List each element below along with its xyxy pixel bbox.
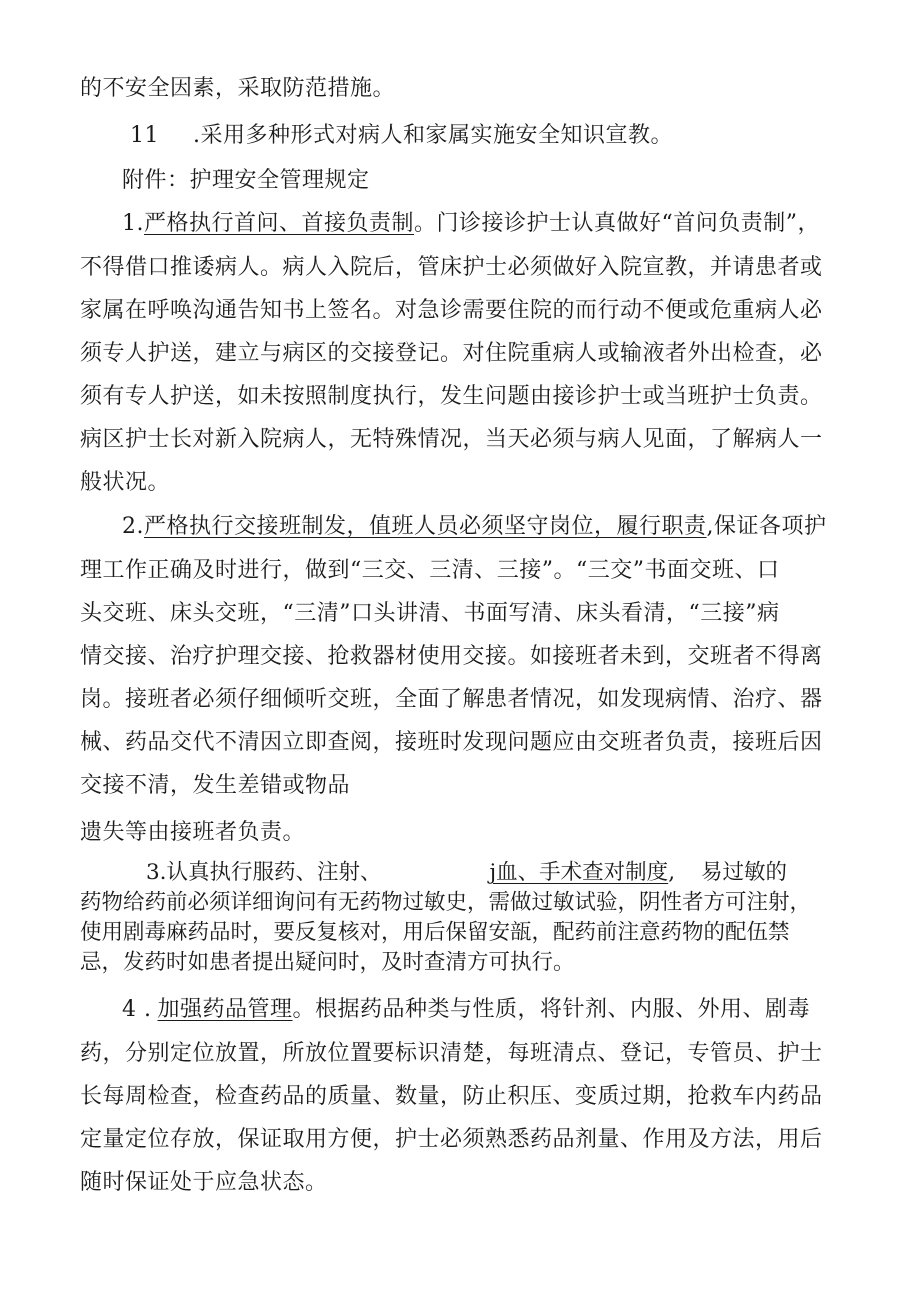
text-line: [80, 771, 850, 801]
heading-text: 附件：护理安全管理规定: [122, 168, 370, 193]
line-text: 药物给药前必须详细询问有无药物过敏史，需做过敏试验，阴性者方可注射，: [80, 890, 812, 915]
line-text: 的不安全因素，采取防范措施。: [80, 76, 396, 101]
line-text: 3.认真执行服药、注射、: [146, 860, 382, 885]
text-line: [80, 425, 850, 455]
text-line: [80, 339, 850, 369]
text-line: [80, 818, 850, 848]
line-text: 交接不清，发生差错或物品: [80, 773, 351, 798]
line-text: 易过敏的: [701, 860, 788, 885]
line-text: 须有专人护送，如未按照制度执行，发生问题由接诊护士或当班护士负责。: [80, 384, 823, 409]
line-text: 须专人护送，建立与病区的交接登记。对住院重病人或输液者外出检查，必: [80, 341, 823, 366]
text-line: [80, 642, 850, 672]
line-text: 般状况。: [80, 470, 171, 495]
line-text: 。门诊接诊护士认真做好“首问负责制”，: [414, 211, 821, 236]
line-text: 。根据药品种类与性质，将针剂、内服、外用、剧毒: [292, 997, 811, 1022]
line-text: 使用剧毒麻药品时，要反复核对，用后保留安瓿，配药前注意药物的配伍禁: [80, 920, 790, 945]
text-line: [80, 468, 850, 498]
line-text: 忌，发药时如患者提出疑问时，及时查清方可执行。: [80, 950, 575, 975]
text-line: [80, 728, 850, 758]
section-4-first-line: [122, 995, 892, 1025]
line-text: 岗。接班者必须仔细倾听交班，全面了解患者情况，如发现病情、治疗、器: [80, 687, 823, 712]
line-text: 长每周检查，检查药品的质量、数量，防止积压、变质过期，抢救车内药品: [80, 1084, 823, 1109]
line-text: 病区护士长对新入院病人，无特殊情况，当天必须与病人见面，了解病人一: [80, 427, 823, 452]
text-line: [80, 599, 850, 629]
line-text: ,保证各项护: [706, 514, 827, 539]
text-line: [80, 296, 850, 326]
line-text: 不得借口推诿病人。病人入院后，管床护士必须做好入院宣教，并请患者或: [80, 255, 823, 280]
line-text: 遗失等由接班者负责。: [80, 820, 306, 845]
text-line: [80, 1082, 850, 1112]
attachment-heading: [122, 166, 892, 196]
section-number: 1.: [122, 211, 144, 236]
line-text: 理工作正确及时进行，做到“三交、三清、三接”。“三交”书面交班、口: [80, 558, 780, 583]
section-number: 2.: [122, 514, 144, 539]
text-line: [80, 74, 850, 104]
section-2-first-line: [122, 512, 892, 542]
text-line: [80, 685, 850, 715]
text-line: [80, 1168, 850, 1198]
section-title-underlined: j血、手术查对制度: [489, 860, 669, 885]
item-number: 11: [130, 123, 159, 148]
text-line: [80, 888, 850, 918]
line-text: 药，分别定位放置，所放位置要标识清楚，每班清点、登记，专管员、护士: [80, 1041, 823, 1066]
item-text: .采用多种形式对病人和家属实施安全知识宣教。: [193, 123, 673, 148]
list-item-11: [130, 121, 900, 151]
line-text: 定量定位存放，保证取用方便，护士必须熟悉药品剂量、作用及方法，用后: [80, 1127, 823, 1152]
text-line: [80, 918, 850, 948]
line-text: 随时保证处于应急状态。: [80, 1170, 328, 1195]
section-title-underlined: 严格执行交接班制发，值班人员必须坚守岗位，履行职责: [144, 514, 707, 539]
section-title-underlined: 严格执行首问、首接负责制: [144, 211, 415, 236]
section-title-underlined: 加强药品管理: [157, 997, 293, 1022]
text-line: [80, 556, 850, 586]
text-line: [80, 1125, 850, 1155]
text-line: [80, 948, 850, 978]
section-1-first-line: [122, 209, 892, 239]
line-text: 情交接、治疗护理交接、抢救器材使用交接。如接班者未到，交班者不得离: [80, 644, 823, 669]
line-text: 家属在呼唤沟通告知书上签名。对急诊需要住院的而行动不便或危重病人必: [80, 298, 823, 323]
line-text: 械、药品交代不清因立即查阅，接班时发现问题应由交班者负责，接班后因: [80, 730, 823, 755]
section-number: 4 .: [122, 997, 152, 1022]
line-text: 头交班、床头交班，“三清”口头讲清、书面写清、床头看清，“三接”病: [80, 601, 780, 626]
text-line: [80, 382, 850, 412]
punctuation: ,: [668, 860, 676, 885]
section-3-first-line: [146, 858, 916, 888]
text-line: [80, 253, 850, 283]
text-line: [80, 1039, 850, 1069]
